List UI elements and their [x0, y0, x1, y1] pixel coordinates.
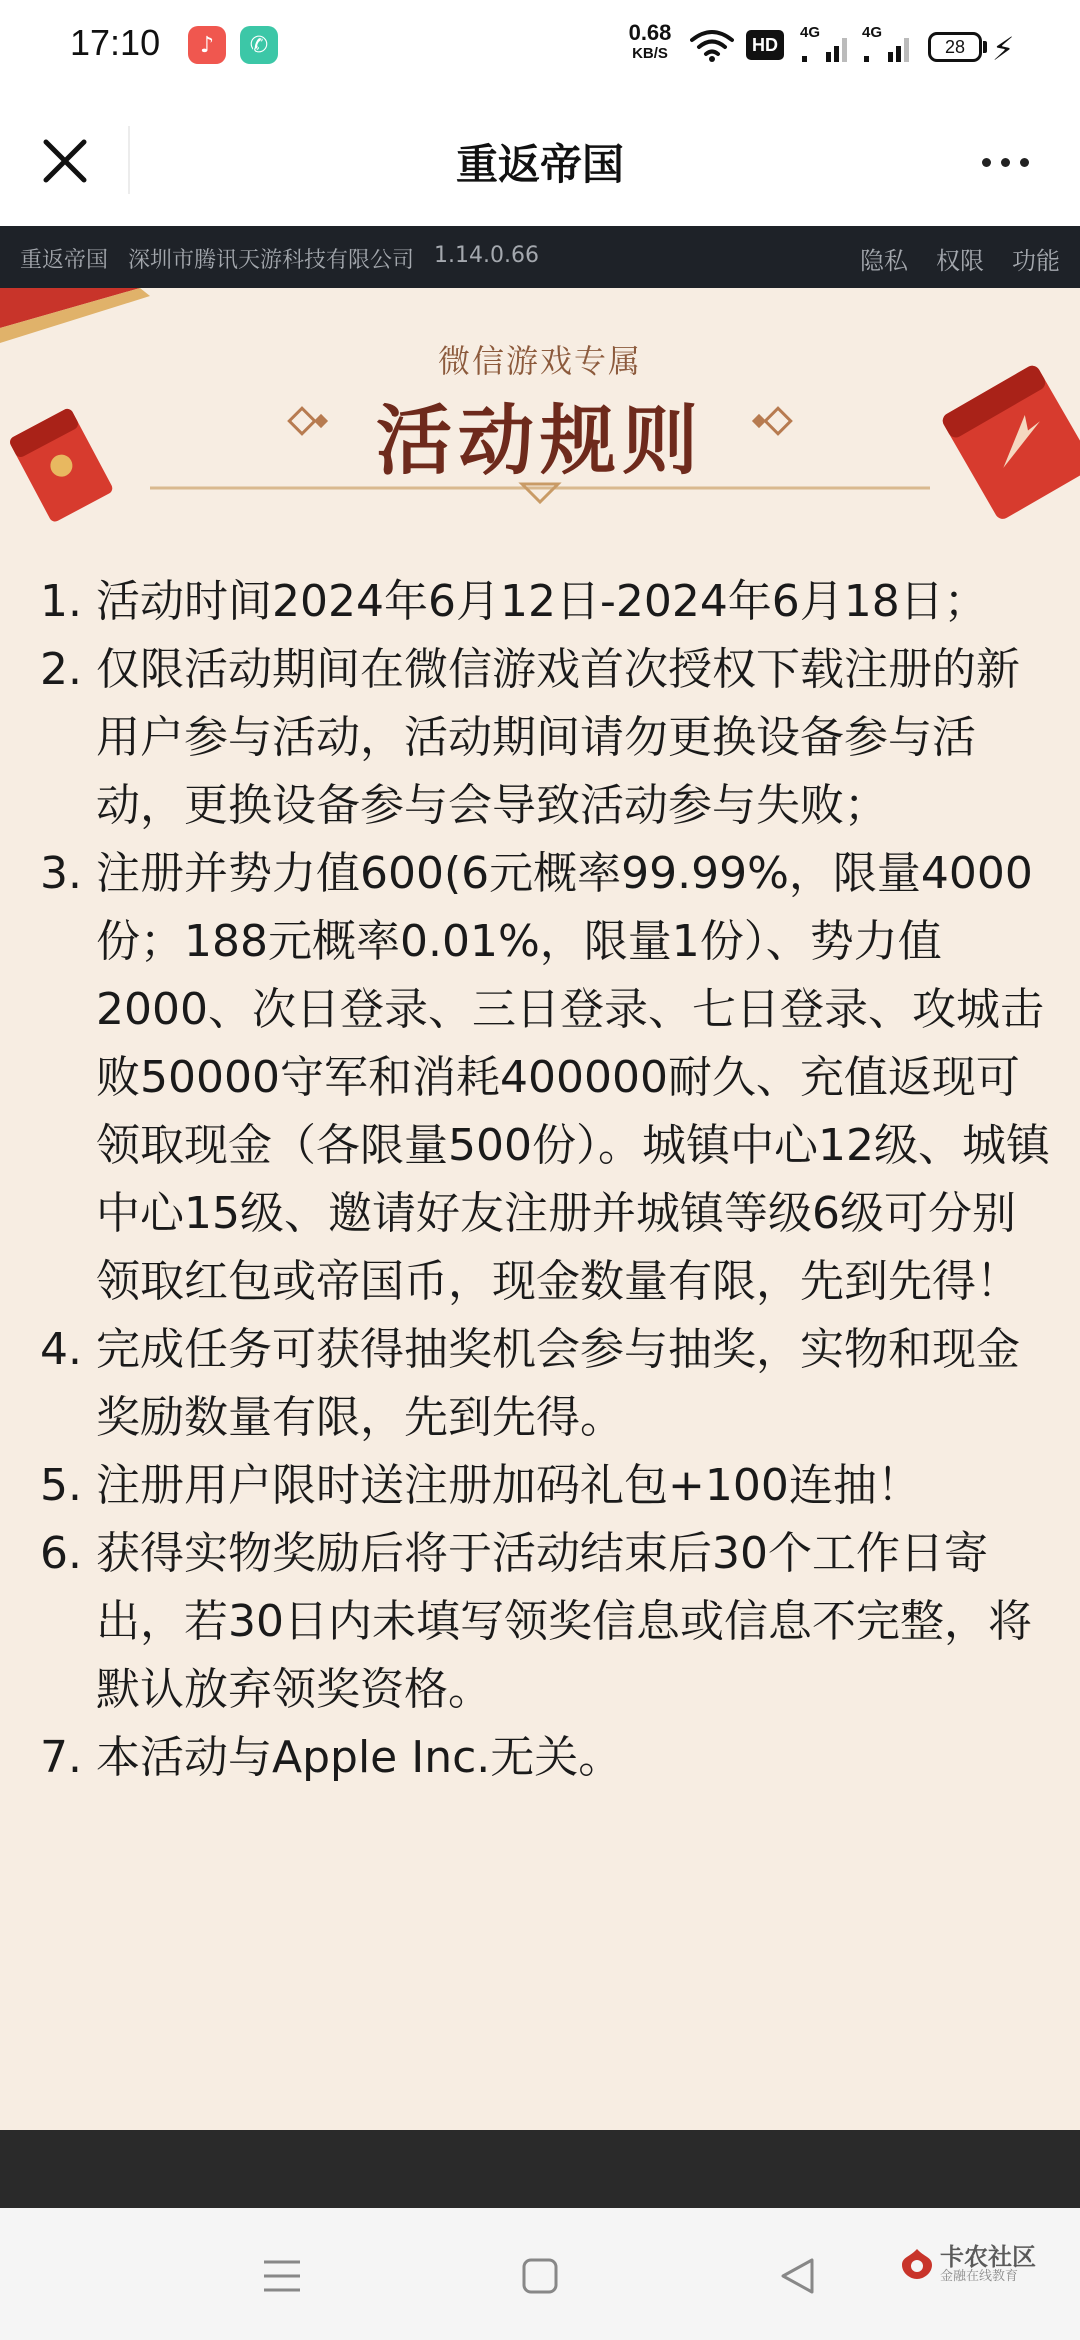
signal-1 — [800, 24, 852, 70]
network-speed — [620, 22, 680, 61]
rule-number: 1. — [40, 576, 82, 627]
rule-item — [40, 636, 1050, 840]
watermark-sub: 金融在线教育 — [940, 2269, 1019, 2285]
mini-game-info-bar — [0, 226, 1080, 288]
rule-number: 3. — [40, 848, 82, 899]
rule-number: 4. — [40, 1324, 82, 1375]
charging-bolt-icon: ⚡ — [992, 30, 1015, 68]
rule-text: 注册用户限时送注册加码礼包+100连抽！ — [96, 1460, 921, 1511]
rules-page — [0, 288, 1080, 2130]
wifi-icon — [690, 28, 734, 62]
title-bar — [0, 96, 1080, 226]
rule-text: 完成任务可获得抽奖机会参与抽奖，实物和现金奖励数量有限，先到先得。 — [96, 1324, 1020, 1443]
bottom-dark-bar — [0, 2130, 1080, 2208]
rule-text: 仅限活动期间在微信游戏首次授权下载注册的新用户参与活动，活动期间请勿更换设备参与活动，更换设备参与会导致活动参与失败； — [96, 644, 1020, 831]
banner-title: 活动规则 — [376, 396, 704, 485]
permissions-link[interactable]: 权限 — [936, 247, 984, 275]
rules-banner — [0, 288, 1080, 538]
signal-1-label: 4G — [800, 24, 821, 41]
rule-item — [40, 1724, 1050, 1792]
more-dots-icon — [982, 158, 991, 167]
rule-number: 2. — [40, 644, 82, 695]
watermark-logo-icon — [900, 2247, 934, 2281]
rule-number: 5. — [40, 1460, 82, 1511]
rule-number: 7. — [40, 1732, 82, 1783]
rule-text: 注册并势力值600(6元概率99.99%，限量4000份；188元概率0.01%，限量1份）、势力值2000、次日登录、三日登录、七日登录、攻城击败50000守军和消耗400000耐久、充值返现可领取现金（各限量500份）。城镇中心12级、城镇中心15级、邀请好友注册并城镇等级6级可分别领取红包或帝国币，现金数量有限，先到先得！ — [96, 848, 1050, 1307]
network-speed-value: 0.68 — [628, 20, 672, 45]
network-speed-unit: KB/S — [632, 45, 668, 62]
rules-list — [40, 568, 1050, 1792]
back-triangle-icon — [778, 2256, 818, 2296]
banner-subtitle: 微信游戏专属 — [437, 342, 642, 380]
music-app-icon: ♪ — [188, 26, 226, 64]
system-nav-bar — [0, 2208, 1080, 2340]
signal-2-label: 4G — [862, 24, 883, 41]
watermark-main: 卡农社区 — [940, 2243, 1036, 2271]
signal-2 — [862, 24, 914, 70]
back-button[interactable] — [768, 2246, 828, 2306]
watermark — [900, 2244, 1036, 2285]
menu-icon — [262, 2258, 302, 2294]
battery-cap — [983, 41, 987, 53]
battery-icon: 28 — [928, 32, 982, 62]
rule-text: 活动时间2024年6月12日-2024年6月18日； — [96, 576, 988, 627]
privacy-link[interactable]: 隐私 — [860, 247, 908, 275]
rule-item — [40, 840, 1050, 1316]
home-button[interactable] — [510, 2246, 570, 2306]
rule-text: 获得实物奖励后将于活动结束后30个工作日寄出，若30日内未填写领奖信息或信息不完整，将默认放弃领奖资格。 — [96, 1528, 1032, 1715]
status-bar — [0, 0, 1080, 96]
info-version: 1.14.0.66 — [434, 243, 539, 268]
status-time: 17:10 — [70, 22, 161, 63]
page-title: 重返帝国 — [455, 140, 624, 189]
hd-voice-icon: HD — [746, 30, 784, 60]
more-options-button[interactable] — [970, 134, 1040, 190]
rule-item — [40, 1520, 1050, 1724]
more-dots-icon — [1001, 158, 1010, 167]
rule-number: 6. — [40, 1528, 82, 1579]
rule-item — [40, 1316, 1050, 1452]
home-square-icon — [521, 2257, 559, 2295]
recent-apps-button[interactable] — [252, 2246, 312, 2306]
rule-item — [40, 568, 1050, 636]
rule-text: 本活动与Apple Inc.无关。 — [96, 1732, 623, 1783]
phone-app-icon: ✆ — [240, 26, 278, 64]
rule-item — [40, 1452, 1050, 1520]
features-link[interactable]: 功能 — [1012, 247, 1060, 275]
info-app-name: 重返帝国 — [20, 248, 109, 273]
info-company: 深圳市腾讯天游科技有限公司 — [128, 248, 415, 273]
more-dots-icon — [1020, 158, 1029, 167]
